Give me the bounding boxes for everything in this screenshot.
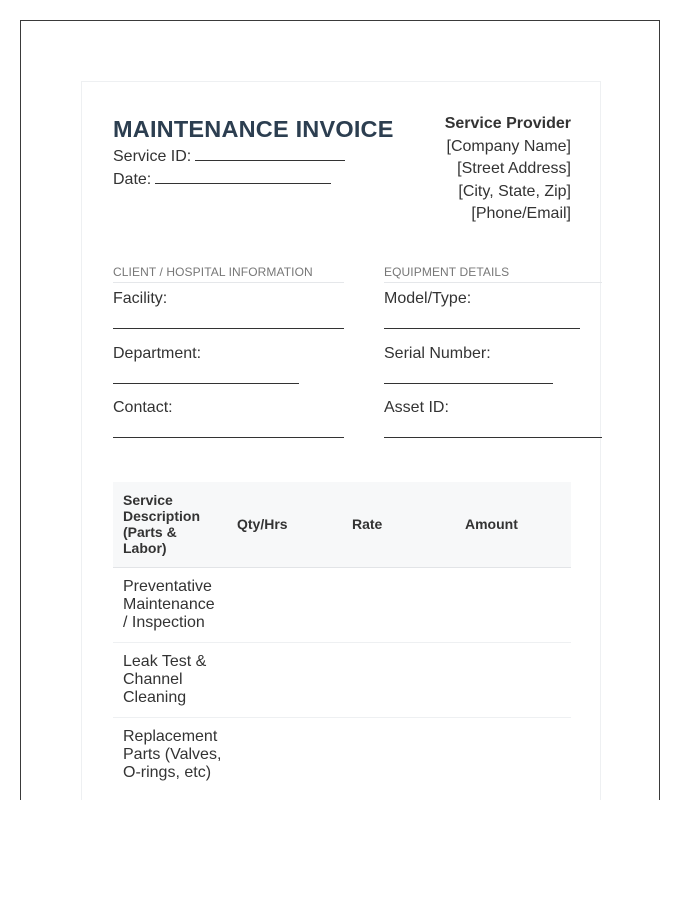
- department-blank[interactable]: [113, 383, 299, 384]
- provider-company: [Company Name]: [446, 137, 571, 155]
- column-header-qty: Qty/Hrs: [237, 516, 288, 532]
- equipment-section-heading: EQUIPMENT DETAILS: [384, 265, 602, 283]
- row-description: Replacement Parts (Valves, O-rings, etc): [123, 728, 222, 781]
- column-header-rate: Rate: [352, 516, 383, 532]
- contact-blank[interactable]: [113, 437, 344, 438]
- provider-street: [Street Address]: [457, 160, 571, 177]
- service-table: [113, 482, 571, 800]
- client-section-heading: CLIENT / HOSPITAL INFORMATION: [113, 265, 344, 283]
- serial-number-blank[interactable]: [384, 383, 553, 384]
- table-header: [113, 482, 571, 568]
- service-id-field: [113, 148, 345, 166]
- provider-contact: [Phone/Email]: [471, 205, 571, 222]
- table-row: [113, 718, 571, 800]
- table-row: [113, 643, 571, 718]
- department-label: Department:: [113, 345, 202, 362]
- row-description: Preventative Maintenance / Inspection: [123, 578, 215, 631]
- service-id-blank[interactable]: [195, 148, 345, 161]
- row-description: Leak Test & Channel Cleaning: [123, 653, 207, 706]
- service-id-label: Service ID:: [113, 148, 192, 165]
- contact-label: Contact:: [113, 399, 173, 416]
- invoice-title: MAINTENANCE INVOICE: [113, 116, 394, 142]
- date-label: Date:: [113, 171, 152, 188]
- document-frame: [20, 20, 660, 800]
- facility-blank[interactable]: [113, 328, 344, 329]
- column-header-amount: Amount: [465, 516, 518, 532]
- provider-city: [City, State, Zip]: [458, 182, 571, 200]
- model-type-label: Model/Type:: [384, 290, 472, 307]
- date-field: [113, 171, 331, 189]
- asset-id-label: Asset ID:: [384, 399, 449, 416]
- table-row: [113, 568, 571, 643]
- facility-label: Facility:: [113, 290, 168, 307]
- service-provider-block: [445, 113, 571, 226]
- provider-heading: Service Provider: [444, 115, 571, 132]
- model-type-blank[interactable]: [384, 328, 580, 329]
- asset-id-blank[interactable]: [384, 437, 602, 438]
- serial-number-label: Serial Number:: [384, 345, 491, 362]
- date-blank[interactable]: [155, 171, 331, 184]
- column-header-description: Service Description (Parts & Labor): [123, 492, 201, 556]
- invoice-page: [81, 81, 601, 800]
